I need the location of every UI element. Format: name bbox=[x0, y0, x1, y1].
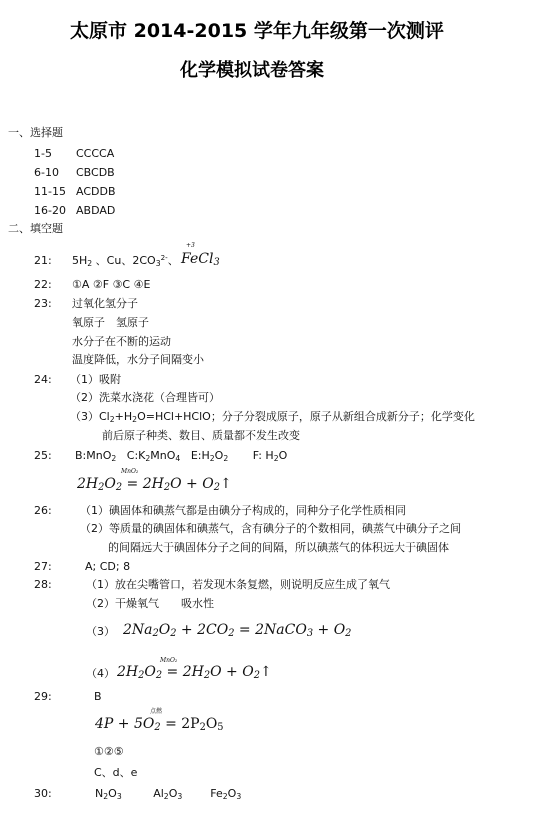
reaction-condition: MnO₂ bbox=[121, 468, 139, 475]
q29-line: C、d、e bbox=[94, 766, 138, 779]
choice-range: 1-5 bbox=[34, 147, 52, 160]
na2o2-co2-equation: $2Na_2O_2 + 2CO_2$ = 2NaCO$_3$ + $O_2$ bbox=[123, 622, 352, 639]
h2o2-decomposition-equation: $2H_2O_2 = 2H_2O$ + $O_2↑$ bbox=[77, 476, 232, 493]
q28-line-label: （4） bbox=[86, 667, 115, 680]
choice-answer: ABDAD bbox=[76, 204, 116, 217]
valence-mark: +3 bbox=[186, 242, 195, 249]
q29-line: B bbox=[94, 690, 102, 703]
q27-answer: A; CD; 8 bbox=[85, 560, 131, 573]
choice-range: 6-10 bbox=[34, 166, 59, 179]
q26-line: 的间隔远大于碘固体分子之间的间隔，所以碘蒸气的体积远大于碘固体 bbox=[108, 541, 449, 554]
section-heading-fill: 二、填空题 bbox=[8, 222, 63, 235]
q23-line: 氧原子 氢原子 bbox=[72, 316, 149, 329]
reaction-condition: MnO₂ bbox=[160, 657, 178, 664]
h2o2-decomposition-equation-2: $2H_2O_2 = 2H_2O$ + $O_2↑$ bbox=[117, 664, 272, 681]
question-number: 29: bbox=[34, 690, 52, 703]
q22-answer: ①A ②F ③C ④E bbox=[72, 278, 151, 291]
q28-line: （1）放在尖嘴管口，若发现木条复燃，则说明反应生成了氧气 bbox=[86, 578, 390, 591]
q21-answer: $5H_2$ 、Cu、$2CO_3^{2-}$、 bbox=[72, 253, 179, 268]
question-number: 27: bbox=[34, 560, 52, 573]
q24-line: 前后原子种类、数目、质量都不发生改变 bbox=[102, 429, 300, 442]
fecl3-formula: FeCl$_3$ bbox=[181, 251, 220, 268]
q23-line: 水分子在不断的运动 bbox=[72, 335, 171, 348]
section-heading-choice: 一、选择题 bbox=[8, 126, 63, 139]
question-number: 21: bbox=[34, 254, 52, 267]
question-number: 22: bbox=[34, 278, 52, 291]
q23-line: 过氧化氢分子 bbox=[72, 297, 138, 310]
q24-line: （2）洗菜水浇花（合理皆可） bbox=[70, 391, 220, 404]
question-number: 25: bbox=[34, 449, 52, 462]
q24-line: （1）吸附 bbox=[70, 373, 121, 386]
question-number: 30: bbox=[34, 787, 52, 800]
q28-line-label: （3） bbox=[86, 625, 115, 638]
q25-answer: B:MnO$_2$ $C:K_2MnO_4$ $E:H_2O_2$ F: $H_2O$ bbox=[75, 449, 288, 463]
question-number: 24: bbox=[34, 373, 52, 386]
page-title: 太原市 2014-2015 学年九年级第一次测评 bbox=[70, 20, 444, 42]
choice-answer: CBCDB bbox=[76, 166, 115, 179]
q26-line: （1）碘固体和碘蒸气都是由碘分子构成的，同种分子化学性质相同 bbox=[80, 504, 406, 517]
q24-line: $(3)Cl_2+H_2O=HCl+HClO$；分子分裂成原子，原子从新组合成新分子；化学变化 bbox=[70, 410, 475, 424]
question-number: 26: bbox=[34, 504, 52, 517]
q30-answer: $N_2O_3$ $Al_2O_3$ $Fe_2O_3$ bbox=[95, 787, 242, 801]
phosphorus-combustion-equation: $4P + 5O_2 = 2P_2O_5$ bbox=[95, 716, 224, 733]
page-subtitle: 化学模拟试卷答案 bbox=[180, 60, 324, 81]
reaction-condition: 点燃 bbox=[150, 708, 163, 715]
choice-answer: CCCCA bbox=[76, 147, 115, 160]
choice-range: 16-20 bbox=[34, 204, 66, 217]
q28-line: （2）干燥氧气 吸水性 bbox=[86, 597, 214, 610]
question-number: 28: bbox=[34, 578, 52, 591]
choice-range: 11-15 bbox=[34, 185, 66, 198]
q29-line: ①②⑤ bbox=[94, 745, 124, 758]
q23-line: 温度降低，水分子间隔变小 bbox=[72, 353, 204, 366]
choice-answer: ACDDB bbox=[76, 185, 116, 198]
question-number: 23: bbox=[34, 297, 52, 310]
q26-line: （2）等质量的碘固体和碘蒸气，含有碘分子的个数相同，碘蒸气中碘分子之间 bbox=[80, 522, 461, 535]
